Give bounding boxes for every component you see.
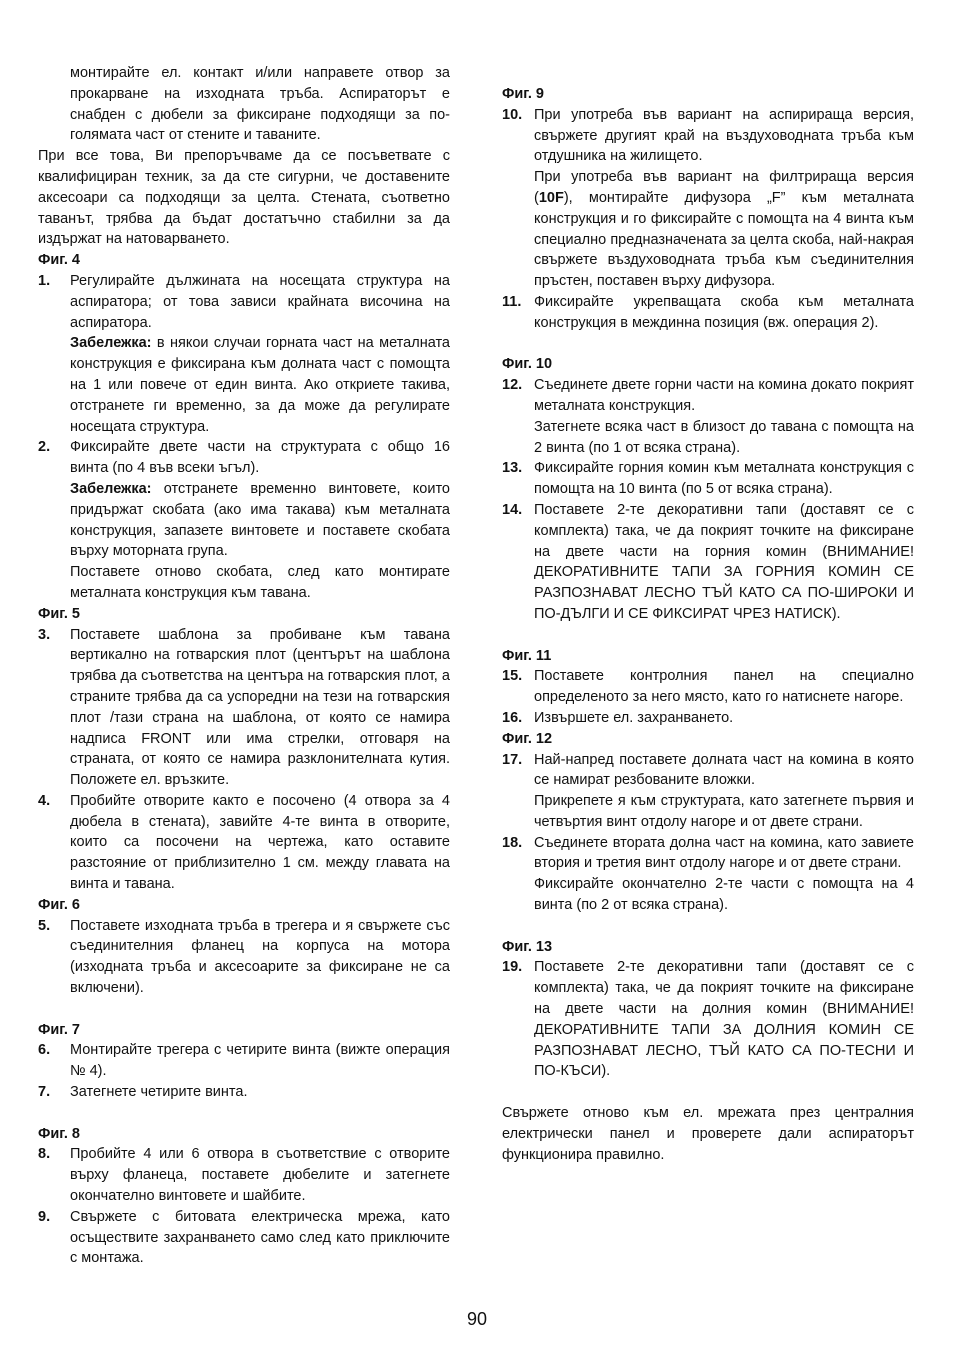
step-number: 3.: [38, 626, 51, 643]
note-text: отстранете временно винтовете, които придържат скобата (ако има такава) към металната конструкция, запазете винтовете и поставете скобата върху моторната група.: [70, 480, 450, 560]
step-number: 13.: [502, 460, 523, 477]
step-13: [502, 458, 914, 500]
step-number: 7.: [38, 1084, 51, 1101]
fig-9-heading: Фиг. 9: [502, 86, 544, 102]
step-text: Поставете 2-те декоративни тапи (доставят се с комплекта) така, че да покрият точките на фиксиране на двете части на горния комин (ВНИМАНИЕ! ДЕКОРАТИВНИТЕ ТАПИ ЗА ГОРНИЯ КОМИН СЕ РАЗПОЗНАВАТ ЛЕСНО ТЪЙ КАТО СА ПО-ШИРОКИ И ПО-ДЪЛГИ И СЕ ФИКСИРАТ ЧРЕЗ НАТИСК).: [534, 501, 914, 622]
fig-6-heading: Фиг. 6: [38, 896, 80, 913]
step-4: [38, 791, 450, 895]
step-number: 9.: [38, 1208, 51, 1225]
fig-13-heading: Фиг. 13: [502, 938, 553, 955]
step-number: 1.: [38, 272, 51, 289]
spacer: [502, 334, 914, 355]
step-3: [38, 625, 450, 791]
intro-continuation: монтирайте ел. контакт и/или направете отвор за прокарване на изходната тръба. Аспираторът е снабден с дюбели за фиксиране подходящи за по-голямата част от стените и таваните.: [70, 65, 450, 144]
step-text: Фиксирайте горния комин към металната конструкция с помощта на 10 винта (по 5 от всяка страна).: [534, 460, 914, 498]
step-19: [502, 957, 914, 1082]
step-12: [502, 375, 914, 458]
step-9: [38, 1207, 450, 1269]
step-number: 17.: [502, 751, 523, 768]
step-text: Поставете контролния панел на специално определеното за него място, като го натиснете нагоре.: [534, 668, 914, 706]
step-text: При употреба във вариант на аспирираща версия, свържете другият край на въздуховодната тръба към отдушника на жилището.: [534, 106, 914, 165]
step-text: Монтирайте трегера с четирите винта (вижте операция № 4).: [70, 1042, 450, 1080]
step-number: 11.: [502, 293, 522, 310]
step-extra: Поставете отново скобата, след като монтирате металната конструкция към тавана.: [70, 564, 450, 601]
step-note: [70, 479, 450, 562]
step-extra: Фиксирайте окончателно 2-те части с помощта на 4 винта (по 2 от всяка страна).: [534, 876, 914, 914]
step-18: [502, 833, 914, 916]
step-number: 10.: [502, 106, 523, 123]
page-number: 90: [466, 1309, 488, 1329]
spacer: [502, 1082, 914, 1103]
fig-4-heading: Фиг. 4: [38, 252, 80, 269]
step-text: Фиксирайте укрепващата скоба към металната конструкция в междинна позиция (вж. операция 2).: [534, 293, 914, 331]
step-1: [38, 271, 450, 437]
extra-bold: 10F: [538, 189, 564, 206]
advice-paragraph: При все това, Ви препоръчваме да се посъветвате с квалифициран техник, за да сте сигурни, че доставените аксесоари са подходящи за целта. Стената, съответно таванът, трябва да бъдат достатъчно стабилни за да издържат на натоварването.: [38, 148, 450, 248]
step-14: [502, 500, 914, 625]
step-text: Затегнете четирите винта.: [70, 1084, 248, 1101]
note-text: в някои случаи горната част на металната конструкция е фиксирана към долната част с помощта на 1 или повече от един винта. Ако откриете такива, отстранете ги временно, за да може да регулирате носещата структура.: [70, 335, 450, 435]
fig-10-heading: Фиг. 10: [502, 356, 553, 373]
step-text: Извършете ел. захранването.: [534, 709, 734, 726]
note-label: Забележка:: [70, 480, 152, 497]
step-5: [38, 916, 450, 999]
spacer: [502, 625, 914, 646]
final-paragraph: Свържете отново към ел. мрежата през централния електрически панел и проверете дали аспираторът функционира правилно.: [502, 1105, 914, 1163]
left-column: [38, 63, 450, 1269]
step-11: [502, 292, 914, 334]
spacer: [38, 1103, 450, 1124]
step-15: [502, 666, 914, 708]
step-number: 8.: [38, 1146, 51, 1163]
fig-5-heading: Фиг. 5: [38, 605, 80, 622]
step-number: 5.: [38, 917, 51, 934]
extra-text-b: ), монтирайте дифузора „F” към металната конструкция и го фиксирайте с помощта на 4 винта към специално предназначената за целта скоба, най-накрая свържете въздуховодната тръба към съединителния пръстен, поставен върху дифузора.: [534, 189, 914, 290]
fig-11-heading: Фиг. 11: [502, 647, 552, 664]
step-text: Пробийте отворите както е посочено (4 отвора за 4 дюбела в стената), завийте 4-те винта в отворите, които са посочени на чертежа, като оставите разстояние от приблизително 1 см. между главата на винта и тавана.: [70, 792, 450, 893]
step-text: Поставете 2-те декоративни тапи (доставят се с комплекта) така, че да покрият точките на фиксиране на двете части на долния комин (ВНИМАНИЕ! ДЕКОРАТИВНИТЕ ТАПИ ЗА ДОЛНИЯ КОМИН СЕ РАЗПОЗНАВАТ ЛЕСНО, ТЪЙ КАТО СА ПО-ТЕСНИ И ПО-КЪСИ).: [534, 959, 914, 1080]
step-text: Регулирайте дължината на носещата структура на аспиратора; от това зависи крайната височина на аспиратора.: [70, 272, 450, 331]
step-text: Пробийте 4 или 6 отвора в съответствие с отворите върху фланеца, поставете дюбелите и затегнете окончателно винтовете и шайбите.: [70, 1146, 450, 1205]
step-text: Съединете втората долна част на комина, като завиете втория и третия винт отдолу нагоре и от двете страни.: [534, 834, 914, 872]
step-text: Най-напред поставете долната част на комина в която се намират резбованите вложки.: [534, 751, 914, 789]
step-text: Поставете шаблона за пробиване към тавана вертикално на готварския плот (центърът на шаблона трябва да съответства на центъра на готварския плот, а страните трябва да са успоредни на тези на готварския плот /тази страна на шаблона, от която се намира надписа FRONT или има стрелки, отговаря на страната, от която се намира разклонителната кутия. Положете ел. връзките.: [70, 626, 450, 789]
step-8: [38, 1144, 450, 1206]
step-number: 16.: [502, 709, 523, 726]
spacer: [502, 916, 914, 937]
step-number: 15.: [502, 668, 523, 685]
step-extra: [534, 167, 914, 292]
step-7: [38, 1082, 450, 1103]
step-text: Фиксирайте двете части на структурата с общо 16 винта (по 4 във всеки ъгъл).: [70, 439, 450, 477]
fig-7-heading: Фиг. 7: [38, 1021, 80, 1038]
step-extra: Прикрепете я към структурата, като затегнете първия и четвъртия винт отдолу нагоре и от двете страни.: [534, 793, 914, 830]
step-text: Свържете с битовата електрическа мрежа, като осъществите захранването само след като приключите с монтажа.: [70, 1208, 450, 1267]
extra-text-a: При употреба във вариант на филтрираща версия (: [534, 169, 914, 206]
step-text: Поставете изходната тръба в трегера и я свържете със съединителния фланец на корпуса на мотора (изходната тръба и аксесоарите за фиксиране не са включени).: [70, 917, 450, 997]
step-number: 18.: [502, 834, 523, 851]
spacer: [38, 999, 450, 1020]
step-extra: Затегнете всяка част в близост до тавана с помощта на 2 винта (по 1 от всяка страна).: [534, 418, 914, 456]
fig-12-heading: Фиг. 12: [502, 730, 553, 747]
step-number: 12.: [502, 377, 523, 394]
step-number: 4.: [38, 792, 51, 809]
step-number: 19.: [502, 959, 523, 976]
step-6: [38, 1040, 450, 1082]
step-text: Съединете двете горни части на комина докато покрият металната конструкция.: [534, 377, 914, 414]
right-column: [502, 84, 914, 1165]
note-label: Забележка:: [70, 335, 152, 352]
step-number: 6.: [38, 1042, 51, 1059]
step-16: [502, 708, 914, 729]
step-number: 2.: [38, 439, 51, 456]
fig-8-heading: Фиг. 8: [38, 1125, 80, 1142]
step-10: [502, 105, 914, 292]
step-2: [38, 437, 450, 603]
step-17: [502, 750, 914, 833]
step-number: 14.: [502, 501, 523, 518]
step-note: [70, 333, 450, 437]
